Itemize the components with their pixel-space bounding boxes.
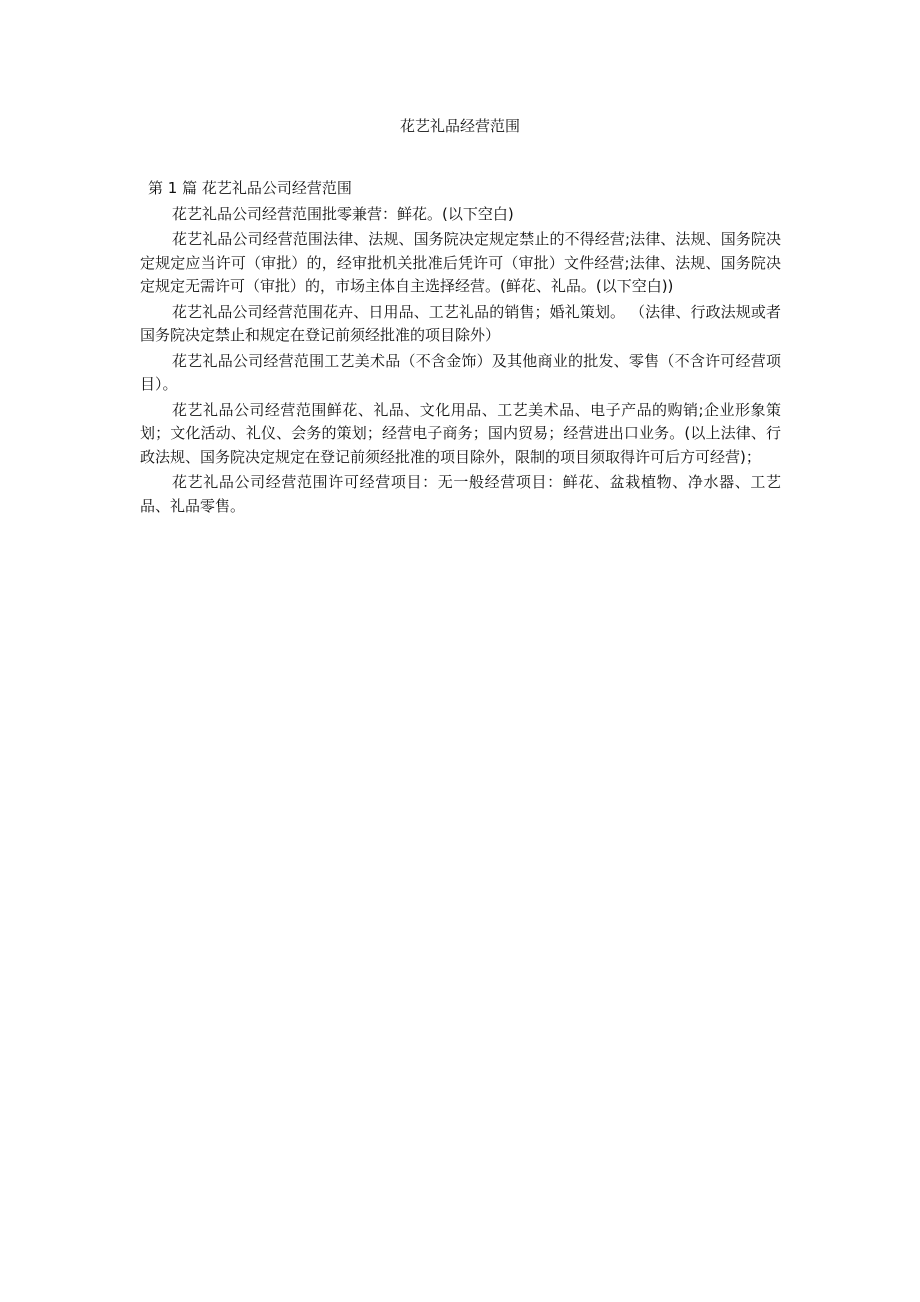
document-body	[140, 177, 781, 518]
section-heading: 第 1 篇 花艺礼品公司经营范围	[148, 179, 352, 197]
paragraph: 花艺礼品公司经营范围工艺美术品（不含金饰）及其他商业的批发、零售（不含许可经营项目）。	[140, 351, 781, 393]
document-title: 花艺礼品经营范围	[399, 117, 520, 135]
paragraph: 花艺礼品公司经营范围许可经营项目：无一般经营项目：鲜花、盆栽植物、净水器、工艺品、礼品零售。	[140, 473, 781, 515]
paragraph: 花艺礼品公司经营范围花卉、日用品、工艺礼品的销售；婚礼策划。 （法律、行政法规或者国务院决定禁止和规定在登记前须经批准的项目除外）	[140, 302, 781, 344]
paragraph: 花艺礼品公司经营范围法律、法规、国务院决定规定禁止的不得经营;法律、法规、国务院决定规定应当许可（审批）的，经审批机关批准后凭许可（审批）文件经营;法律、法规、国务院决定规定无需许可（审批）的，市场主体自主选择经营。(鲜花、礼品。(以下空白))	[140, 230, 781, 295]
paragraph: 花艺礼品公司经营范围批零兼营：鲜花。(以下空白)	[172, 204, 514, 223]
paragraph: 花艺礼品公司经营范围鲜花、礼品、文化用品、工艺美术品、电子产品的购销;企业形象策划；文化活动、礼仪、会务的策划；经营电子商务；国内贸易；经营进出口业务。(以上法律、行政法规、国务院决定规定在登记前须经批准的项目除外，限制的项目须取得许可后方可经营)；	[140, 400, 781, 466]
